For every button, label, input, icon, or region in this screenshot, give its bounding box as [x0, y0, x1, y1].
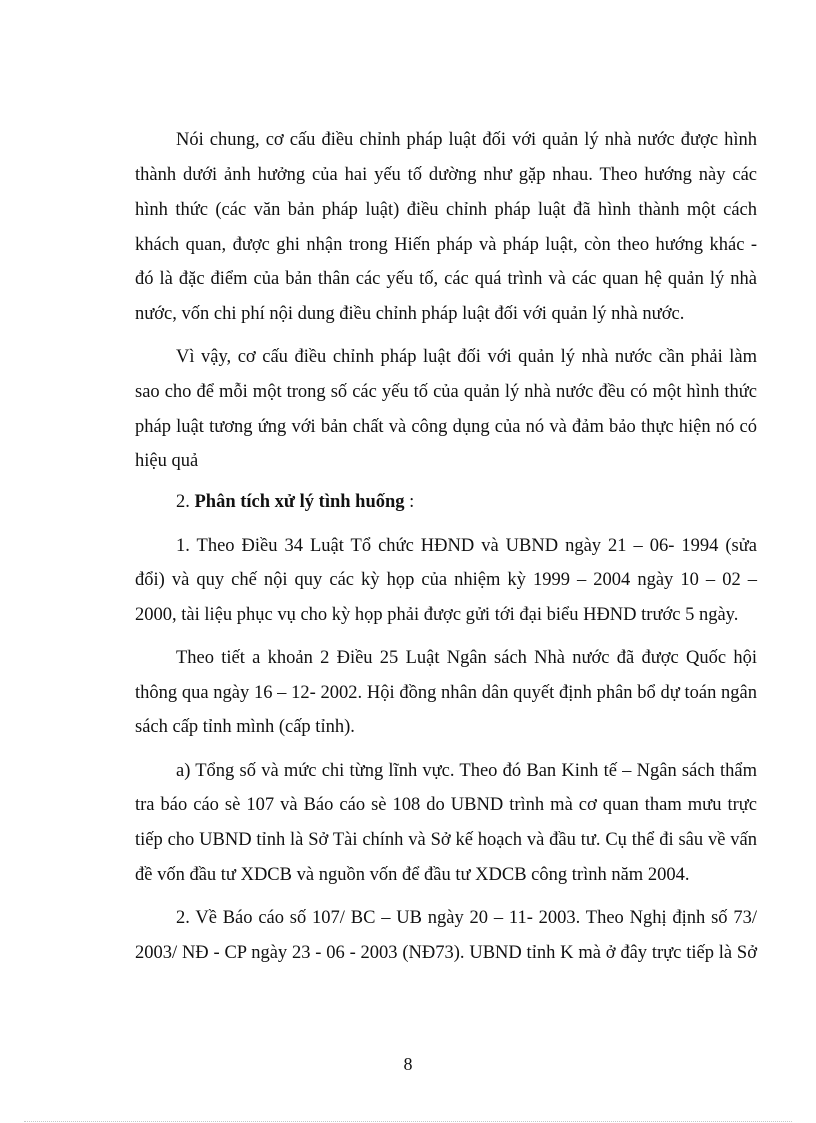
- text-line: tiếp cho UBND tỉnh là Sở Tài chính và Sở kế hoạch và đầu tư. Cụ thể đi sâu về vấn: [135, 830, 757, 850]
- text-line: đổi) và quy chế nội quy các kỳ họp của nhiệm kỳ 1999 – 2004 ngày 10 – 02 –: [135, 570, 757, 590]
- text-line: pháp luật tương ứng với bản chất và công dụng của nó và đảm bảo thực hiện nó có: [135, 417, 757, 437]
- text-line: đề vốn đầu tư XDCB và nguồn vốn để đầu tư XDCB công trình năm 2004.: [135, 865, 690, 885]
- page-number: 8: [403, 1054, 413, 1074]
- page-bottom-divider: [24, 1121, 792, 1122]
- section-heading: [176, 490, 576, 514]
- heading-title: Phân tích xử lý tình huống: [194, 492, 405, 512]
- heading-number: 2.: [176, 492, 195, 512]
- text-line: nước, vốn chi phí nội dung điều chỉnh pháp luật đối với quản lý nhà nước.: [135, 304, 685, 324]
- text-line: Nói chung, cơ cấu điều chỉnh pháp luật đối với quản lý nhà nước được hình: [176, 130, 757, 150]
- text-line: hình thức (các văn bản pháp luật) điều chỉnh pháp luật đã hình thành một cách: [135, 200, 757, 220]
- heading-colon: :: [404, 492, 415, 512]
- text-line: đó là đặc điểm của bản thân các yếu tố, các quá trình và các quan hệ quản lý nhà: [135, 269, 757, 289]
- text-line: 2003/ NĐ - CP ngày 23 - 06 - 2003 (NĐ73). UBND tỉnh K mà ở đây trực tiếp là Sở: [135, 943, 757, 963]
- text-line: thành dưới ảnh hưởng của hai yếu tố dường như gặp nhau. Theo hướng này các: [135, 165, 757, 185]
- text-line: 2. Về Báo cáo số 107/ BC – UB ngày 20 – 11- 2003. Theo Nghị định số 73/: [176, 908, 757, 928]
- text-line: sao cho để mỗi một trong số các yếu tố của quản lý nhà nước đều có một hình thức: [135, 382, 757, 402]
- text-line: sách cấp tỉnh mình (cấp tỉnh).: [135, 717, 355, 737]
- text-line: Theo tiết a khoản 2 Điều 25 Luật Ngân sách Nhà nước đã được Quốc hội: [176, 648, 757, 668]
- text-line: a) Tổng số và mức chi từng lĩnh vực. Theo đó Ban Kinh tế – Ngân sách thẩm: [176, 761, 757, 781]
- text-line: thông qua ngày 16 – 12- 2002. Hội đồng nhân dân quyết định phân bổ dự toán ngân: [135, 683, 757, 703]
- text-line: 2000, tài liệu phục vụ cho kỳ họp phải được gửi tới đại biểu HĐND trước 5 ngày.: [135, 605, 739, 625]
- text-line: khách quan, được ghi nhận trong Hiến pháp và pháp luật, còn theo hướng khác -: [135, 235, 757, 255]
- text-line: hiệu quả: [135, 451, 199, 471]
- text-line: Vì vậy, cơ cấu điều chỉnh pháp luật đối với quản lý nhà nước cần phải làm: [176, 347, 757, 367]
- text-line: 1. Theo Điều 34 Luật Tổ chức HĐND và UBND ngày 21 – 06- 1994 (sửa: [176, 536, 757, 556]
- text-line: tra báo cáo sè 107 và Báo cáo sè 108 do UBND trình mà cơ quan tham mưu trực: [135, 795, 757, 815]
